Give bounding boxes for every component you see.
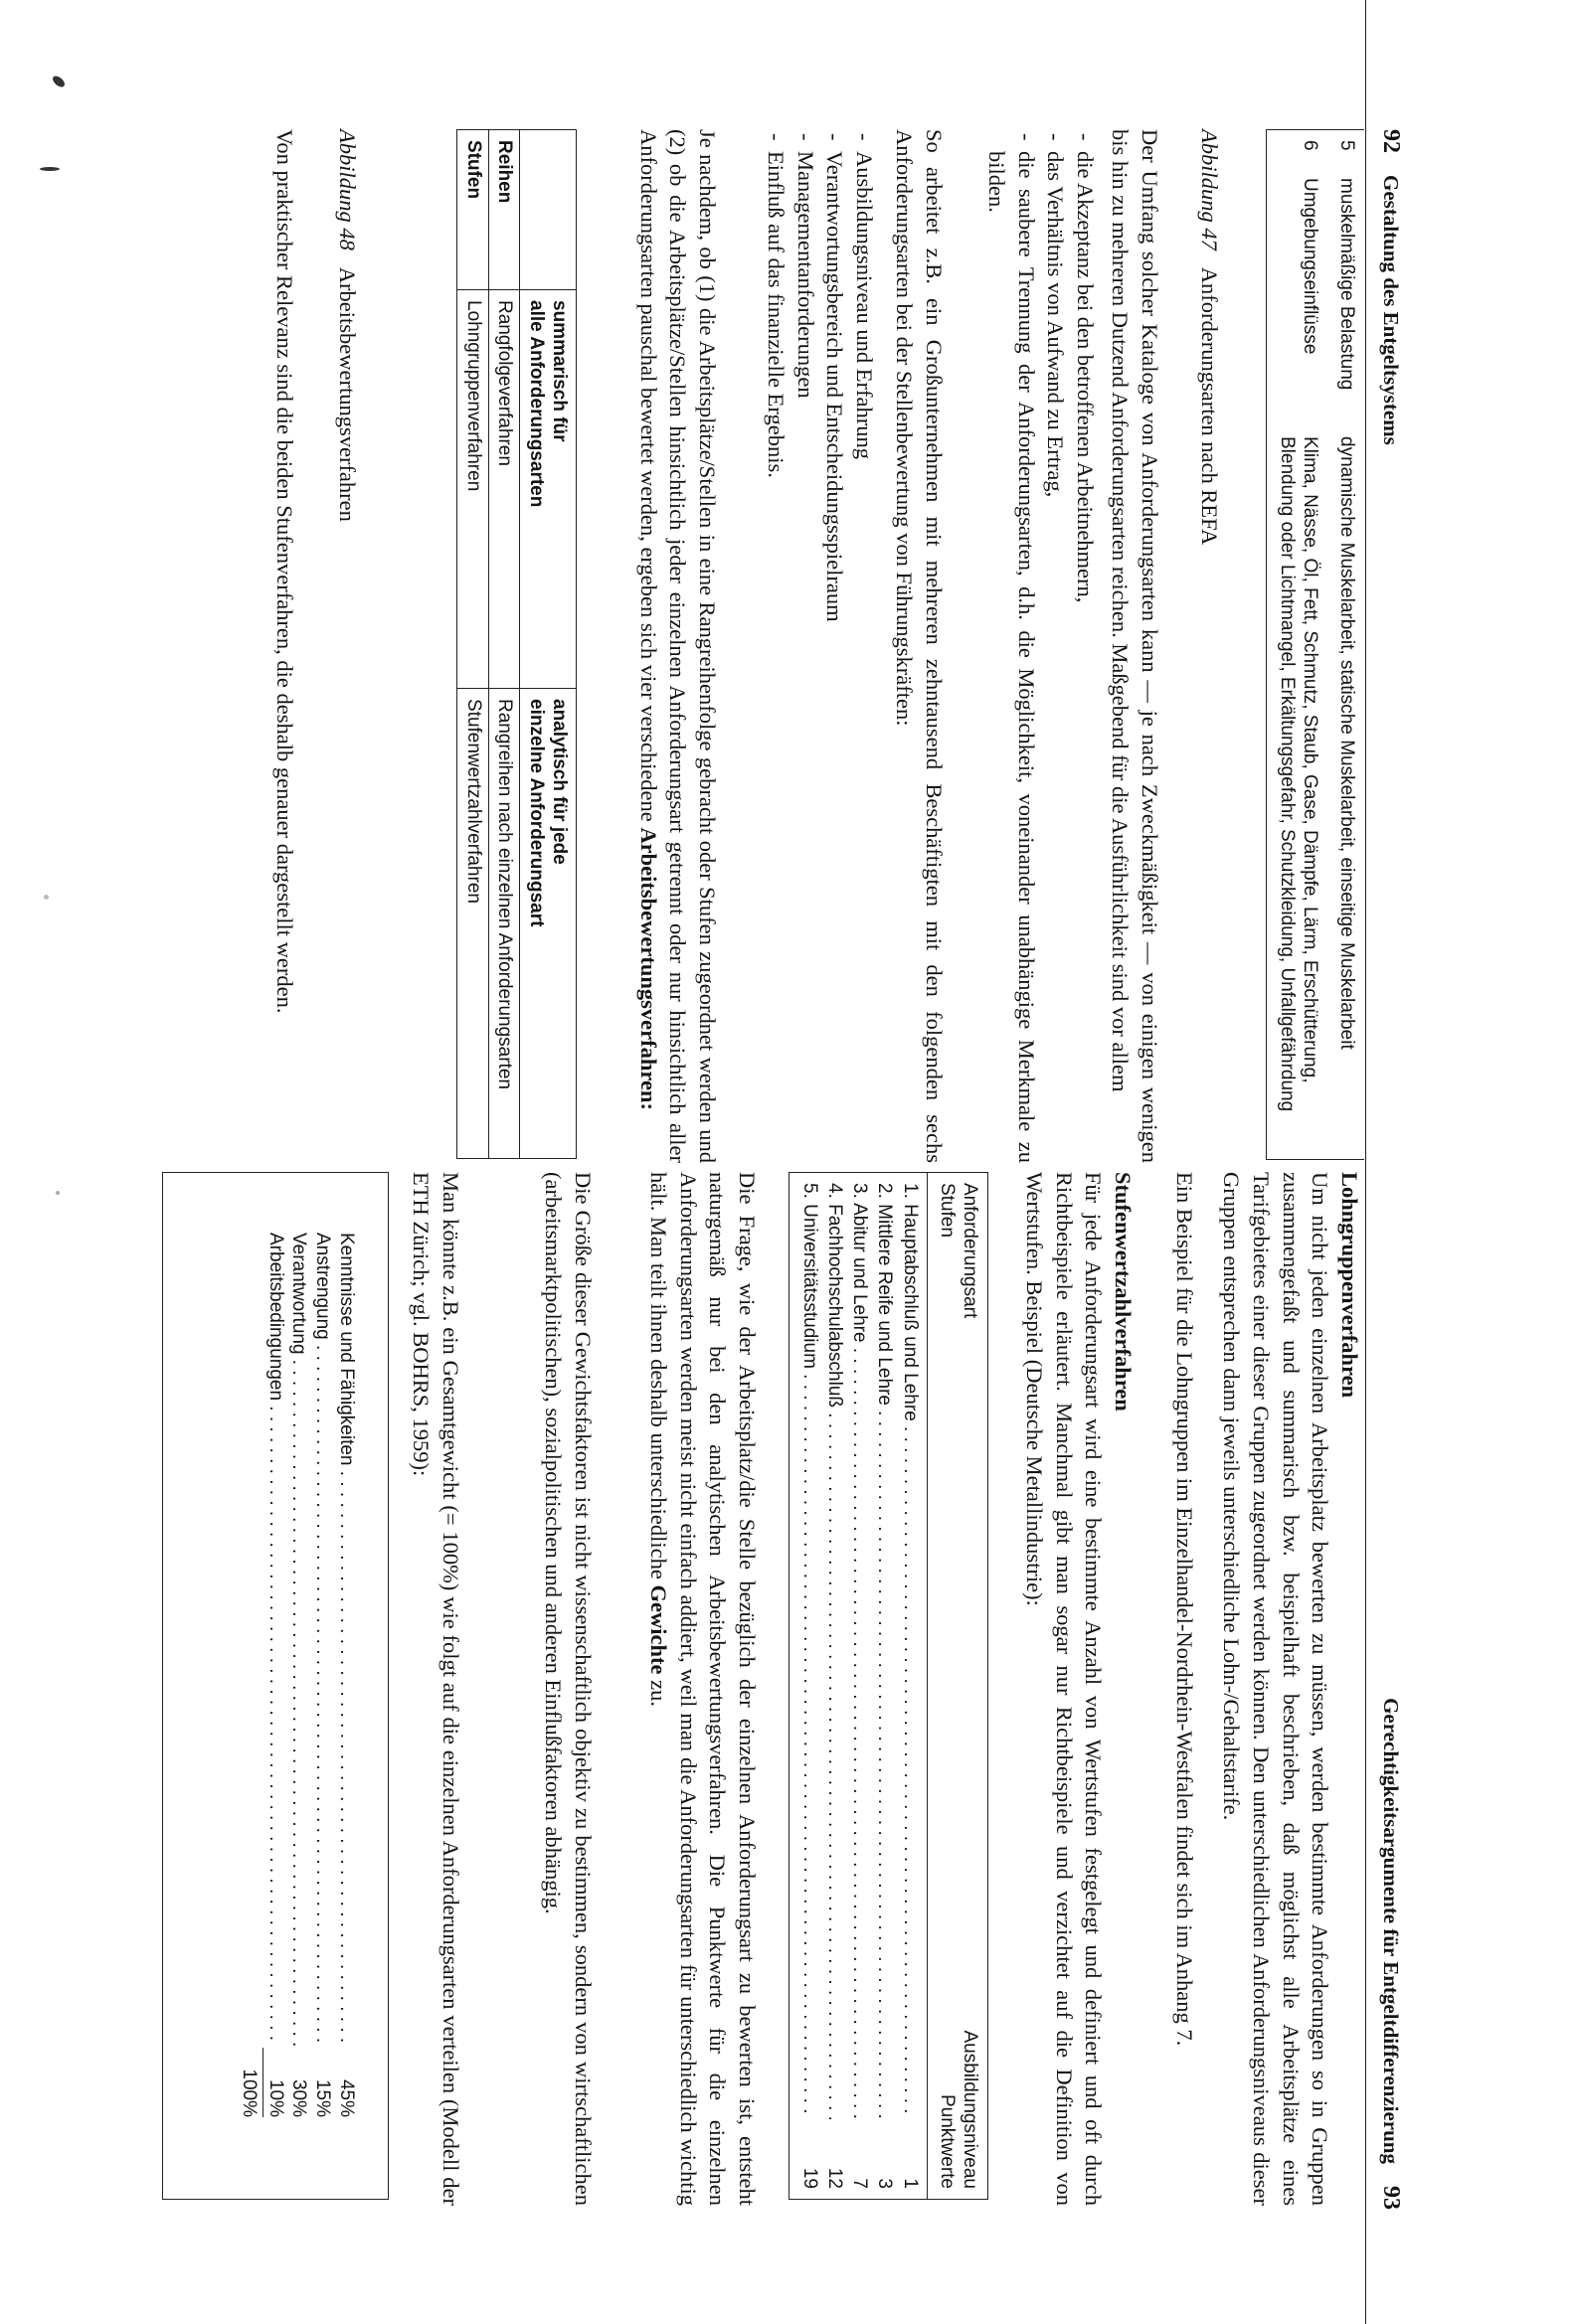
- level-label: 4. Fachhochschulabschluß . . .: [823, 1183, 846, 2119]
- running-head: Gestaltung des Entgeltsystems: [1379, 175, 1403, 445]
- weights-box: [162, 1172, 389, 2200]
- paragraph: Die Größe dieser Gewichtsfaktoren ist nicht wissenschaftlich objektiv zu bestimmen, sondern von wirtschaftlichen (arbeitsmarktpolitischen), sozialpolitischen und anderen Einflußfaktoren abhängig.: [541, 1172, 596, 2206]
- header-line: Stufen: [936, 1183, 958, 1238]
- table-cell: Rangfolgeverfahren: [488, 290, 520, 689]
- page-number: 93: [1378, 2186, 1404, 2210]
- header-line: Anforderungsart: [960, 1183, 980, 1319]
- section-stufenwertzahlverfahren: [1019, 1172, 1138, 2206]
- header-line: summarisch für: [549, 300, 570, 442]
- level-points: 12: [824, 2167, 846, 2189]
- weight-label: Anstrengung . . .: [311, 1233, 335, 2048]
- table-row: [1267, 130, 1326, 1159]
- weight-label: Verantwortung . . .: [287, 1233, 311, 2048]
- caption-text: Anforderungsarten nach REFA: [1197, 266, 1222, 546]
- level-label: 2. Mittlere Reife und Lehre . . .: [873, 1183, 896, 2119]
- requirement-name: muskelmäßige Belastung: [1336, 178, 1357, 391]
- page-number: 92: [1378, 129, 1404, 153]
- column-header: [520, 689, 577, 1159]
- row-number: 6: [1299, 140, 1320, 151]
- weights-total-row: [237, 1233, 263, 2117]
- caption-text: Arbeitsbewertungsverfahren: [335, 266, 360, 522]
- weight-label: Arbeitsbedingungen . . .: [263, 1233, 287, 2048]
- level-label: 5. Universitätsstudium . . .: [798, 1183, 821, 2119]
- weight-value: 15%: [312, 2078, 334, 2117]
- level-points: 7: [849, 2178, 871, 2189]
- header-left: [936, 1183, 981, 1318]
- section-heading: Lohngruppenverfahren: [1337, 1172, 1362, 1399]
- running-header-right: [1365, 1162, 1406, 2324]
- bold-term: Gewichte: [645, 1584, 671, 1675]
- weight-label: Kenntnisse und Fähigkeiten . . .: [334, 1233, 358, 2048]
- list-item: - die saubere Trennung der Anforderungsarten, d.h. die Möglichkeit, voneinander unabhängige Merkmale zu bilden.: [981, 129, 1040, 1163]
- paragraph: [633, 129, 722, 1163]
- requirement-types-list: [761, 129, 879, 1163]
- list-item: - Ausbildungsniveau und Erfahrung: [849, 129, 879, 1163]
- column-header: [520, 290, 577, 689]
- header-line: analytisch für jede: [549, 699, 570, 865]
- weight-row: [334, 1233, 358, 2117]
- figure-caption-47: [1194, 129, 1224, 545]
- table-row: [1327, 130, 1364, 1159]
- caption-label: Abbildung 47: [1197, 129, 1222, 250]
- level-points: 19: [798, 2167, 820, 2189]
- table-cell: Stufenwertzahlverfahren: [456, 689, 488, 1159]
- header-line: Ausbildungsniveau: [960, 2030, 980, 2189]
- paragraph: Um nicht jeden einzelnen Arbeitsplatz bewerten zu müssen, werden bestimmte Anforderungen so in Gruppen zusammengefaßt und summarisch bzw. beispielhaft beschrieben, daß möglichst alle Arbeitsplätze eines Tarifgebietes einer dieser Gruppen zugeordnet werden können. Den unterschiedlichen Anforderungsniveaus dieser Gruppen entsprechen dann jeweils unterschiedliche Lohn-/Gehaltstarife.: [1219, 1172, 1333, 2206]
- evaluation-methods-table: [456, 129, 577, 1159]
- paragraph: So arbeitet z.B. ein Großunternehmen mit mehreren zehntausend Beschäftigten mit den folgenden sechs Anforderungsarten bei der Stellenbewertung von Führungskräften:: [892, 129, 947, 1163]
- running-header-left: [1365, 0, 1406, 1162]
- paragraph: [643, 1172, 762, 2206]
- list-item: - das Verhältnis von Aufwand zu Ertrag,: [1041, 129, 1071, 1163]
- table-header: [927, 1173, 987, 2199]
- table-cell: Rangreihen nach einzelnen Anforderungsarten: [488, 689, 520, 1159]
- section-heading: Stufenwertzahlverfahren: [1111, 1172, 1136, 1411]
- row-number: 5: [1336, 140, 1357, 151]
- header-line: Punktwerte: [936, 2093, 958, 2189]
- text-run: Die Frage, wie der Arbeitsplatz/die Stelle bezüglich der einzelnen Anforderungsart zu bewerten ist, entsteht naturgemäß nur bei den analytischen Arbeitsbewertungsverfahren. Die Punktwerte für die einzelnen Anforderungsarten werden meist nicht einfach addiert, weil man die Anforderungsarten für unterschiedlich wichtig hält. Man teilt ihnen deshalb unterschiedliche: [645, 1172, 760, 2206]
- bold-term: Arbeitsbewertungsverfahren: [635, 827, 661, 1103]
- list-item: - Verantwortungsbereich und Entscheidungsspielraum: [820, 129, 850, 1163]
- weights-list: [237, 1233, 358, 2117]
- table-body: [789, 1173, 927, 2199]
- education-level-table: [788, 1172, 988, 2200]
- level-points: 1: [899, 2178, 921, 2189]
- paragraph: Man könnte z.B. ein Gesamtgewicht (= 100%) wie folgt auf die einzelnen Anforderungsarten verteilen (Modell der ETH Zürich; vgl. BOHRS, 1959):: [409, 1172, 463, 2206]
- figure-caption-48: [332, 129, 362, 522]
- requirement-description: Klima, Nässe, Öl, Fett, Schmutz, Staub, Gase, Dämpfe, Lärm, Erschütterung, Blendung oder Lichtmangel, Erkältungsgefahr, Schutzkleidung, Unfallgefährdung: [1276, 436, 1320, 1112]
- section-lohngruppenverfahren: [1217, 1172, 1364, 2206]
- weights-total: 100%: [239, 2069, 260, 2117]
- paragraph: Von praktischer Relevanz sind die beiden Stufenverfahren, die deshalb genauer dargestellt werden.: [272, 129, 297, 1014]
- paragraph: Für jede Anforderungsart wird eine bestimmte Anzahl von Wertstufen festgelegt und definiert und oft durch Richtbeispiele erläutert. Manchmal gibt man sogar nur Richtbeispiele und verzichtet auf die Definition von Wertstufen. Beispiel (Deutsche Metallindustrie):: [1021, 1172, 1107, 2206]
- table-corner-cell: [520, 130, 577, 290]
- header-right: [936, 2030, 981, 2189]
- scan-speck: [44, 895, 49, 900]
- table-row: [872, 1173, 897, 2199]
- caption-label: Abbildung 48: [335, 129, 360, 250]
- row-header: Stufen: [456, 130, 488, 290]
- table-cell: Lohngruppenverfahren: [456, 290, 488, 689]
- table-row: [797, 1173, 822, 2199]
- requirement-description: dynamische Muskelarbeit, statische Muskelarbeit, einseitige Muskelarbeit: [1336, 436, 1357, 1050]
- requirements-table: [1266, 129, 1364, 1160]
- list-item: - Einfluß auf das finanzielle Ergebnis.: [761, 129, 790, 1163]
- weight-value: 30%: [288, 2078, 310, 2117]
- table-row: [822, 1173, 847, 2199]
- text-run: zu.: [645, 1674, 671, 1707]
- level-points: 3: [874, 2178, 896, 2189]
- level-label: 1. Hauptabschluß und Lehre . . .: [898, 1183, 921, 2119]
- text-run: :: [635, 1102, 661, 1110]
- scan-speck: [56, 1191, 60, 1195]
- text-run: Je nachdem, ob (1) die Arbeitsplätze/Stellen in eine Rangreihenfolge gebracht oder Stufen zugeordnet werden und (2) ob die Arbeitsplätze/Stellen hinsichtlich jeder einzelnen Anforderungsart getrennt oder nur hinsichtlich aller Anforderungsarten pauschal bewertet werden, ergeben sich vier verschiedene: [635, 129, 720, 1163]
- table-row: [847, 1173, 872, 2199]
- weight-value: 45%: [336, 2078, 357, 2117]
- scan-speck: [40, 167, 60, 171]
- header-line: einzelne Anforderungsart: [526, 699, 548, 927]
- paragraph: Ein Beispiel für die Lohngruppen im Einzelhandel-Nordrhein-Westfalen findet sich im Anhang 7.: [1172, 1172, 1197, 2047]
- weight-value: 10%: [263, 2048, 287, 2117]
- table-row: [456, 130, 488, 1159]
- paragraph: Der Umfang solcher Kataloge von Anforderungsarten kann — je nach Zweckmäßigkeit — von einigen wenigen bis hin zu mehreren Dutzend Anforderungsarten reichen. Maßgebend für die Ausführlichkeit sind vor allem: [1108, 129, 1162, 1163]
- weight-row: [287, 1233, 311, 2117]
- table-row: [488, 130, 520, 1159]
- requirement-name: Umgebungseinflüsse: [1299, 178, 1320, 355]
- criteria-list: [981, 129, 1100, 1163]
- page-93: [0, 1162, 1577, 2324]
- weight-row: [263, 1233, 287, 2117]
- row-header: Reihen: [488, 130, 520, 290]
- table-row: [520, 130, 577, 1159]
- level-label: 3. Abitur und Lehre . . .: [848, 1183, 871, 2119]
- list-item: - die Akzeptanz bei den betroffenen Arbeitnehmern,: [1070, 129, 1100, 1163]
- running-head: Gerechtigkeitsargumente für Entgeltdifferenzierung: [1379, 1698, 1403, 2164]
- list-item: - Managementanforderungen: [790, 129, 820, 1163]
- weight-row: [311, 1233, 335, 2117]
- header-line: alle Anforderungsarten: [526, 300, 548, 508]
- table-row: [897, 1173, 922, 2199]
